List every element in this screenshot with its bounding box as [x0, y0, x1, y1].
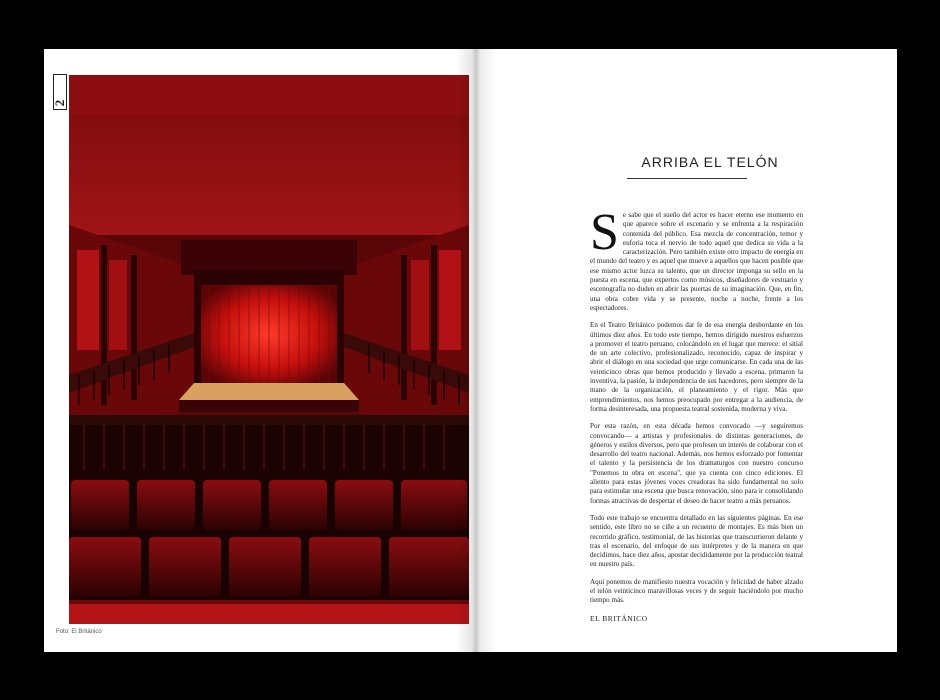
paragraph: Por esta razón, en esta década hemos convocado —y seguiremos convocando— a artistas y profesionales de distintas generaciones, de géneros y estilos diversos, pero que profesen un interés de colaborar con el desarrollo del teatro nacional. Además, nos hemos esforzado por fomentar el talento y la persistencia de los dramaturgos con nuestro concurso "Ponemos tu obra en escena", que ya cuenta con cinco ediciones. El aliento para estas jóvenes voces creadoras ha sido fundamental no solo para estimular una escena que busca renovación, sino para ir consolidando formas atractivas de despertar el deseo de hacer teatro a más peruanos. — [590, 422, 803, 505]
article-title: ARRIBA EL TELÓN — [641, 154, 779, 170]
right-page — [470, 49, 897, 652]
paragraph: Se sabe que el sueño del actor es hacer eterno ese momento en que aparece sobre el escenario y se enfrenta a la respiración contenida del público. Esa mezcla de concentración, temor y euforia toca el nervio de todo aquel que dedica su vida a la caracterización. Pero también existe otro impacto de energía en el mundo del teatro y es aquel que mueve a aquellos que hacen posible que ese mismo actor luzca su talento, que un director imponga su sello en la puesta en escena, que expertos como músicos, diseñadores de vestuario y escenografía no duden en abrir las puertas de su imaginación. Que, en fin, una obra cobre vida y se presente, noche a noche, frente a los espectadores. — [590, 204, 803, 312]
drop-cap: S — [590, 204, 619, 261]
title-divider — [627, 178, 747, 179]
photo-credit: Foto: El Británico — [56, 629, 102, 635]
paragraph: En el Teatro Británico podemos dar fe de esa energía desbordante en los últimos diez años. En todo este tiempo, hemos dirigido nuestros esfuerzos a promover el teatro peruano, colocándolo en el lugar que merece: el sitial de un arte colectivo, profesionalizado, reconocido, capaz de inspirar y abrir el diálogo en una sociedad que urge comunicarse. En cada una de las veinticinco obras que hemos producido y llevado a escena, primaron la inventiva, la pasión, la independencia de sus hacedores, pero siempre de la mano de la organización, el planeamiento y el rigor. Más que emprendimientos, nos hemos preocupado por entregar a la audiencia, de forma desinteresada, una propuesta teatral sostenida, moderna y viva. — [590, 321, 803, 413]
paragraph: Todo este trabajo se encuentra detallado en las siguientes páginas. En ese sentido, este libro no se ciñe a un recuento de montajes. Es más bien un recorrido gráfico, testimonial, de las historias que transcurrieron delante y tras el escenario, del enfoque de sus intérpretes y de la manera en que decidimos, hace diez años, apostar decididamente por la producción teatral en nuestro país. — [590, 513, 803, 569]
paragraph: Aquí ponemos de manifiesto nuestra vocación y felicidad de haber alzado el telón veinticinco maravillosas veces y de seguir haciéndolo por mucho tiempo más. — [590, 577, 803, 605]
magazine-spread — [44, 49, 897, 652]
left-page — [44, 49, 470, 652]
page-number: 2 — [52, 99, 67, 107]
theater-photo — [69, 75, 469, 624]
signature: EL BRITÁNICO — [590, 613, 648, 623]
article-body — [590, 204, 803, 631]
